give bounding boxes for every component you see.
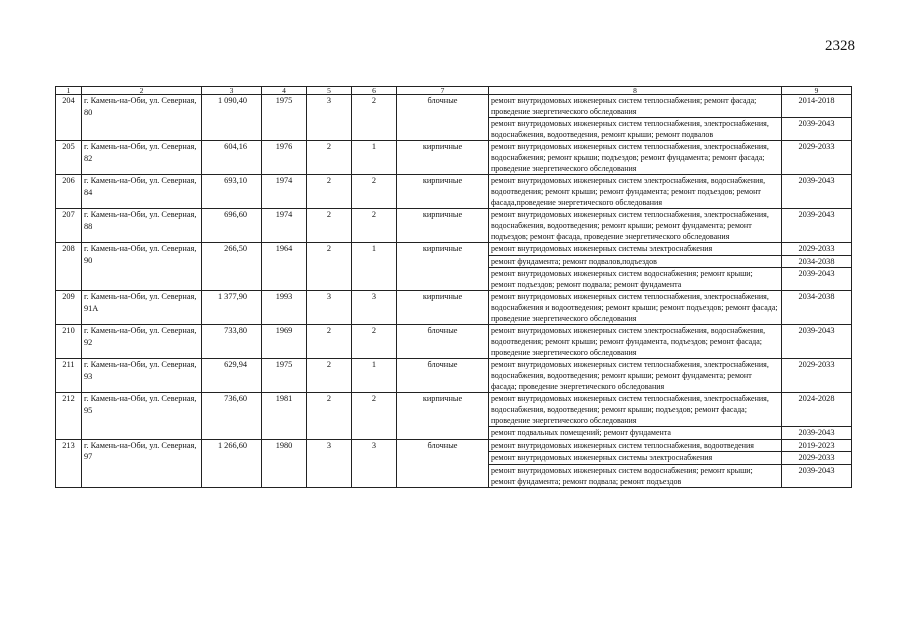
floors-cell: 2 [307, 141, 352, 175]
entrances-cell: 2 [352, 95, 397, 141]
address-cell: г. Камень-на-Оби, ул. Северная, 80 [82, 95, 202, 141]
entrances-cell: 2 [352, 209, 397, 243]
area-cell: 604,16 [202, 141, 262, 175]
entrances-cell: 1 [352, 243, 397, 291]
column-header: 7 [397, 87, 489, 95]
year-cell: 1969 [262, 325, 307, 359]
repair-period-cell: 2039-2043 [782, 268, 852, 291]
floors-cell: 3 [307, 95, 352, 141]
floors-cell: 3 [307, 291, 352, 325]
year-cell: 1993 [262, 291, 307, 325]
repair-period-cell: 2029-2033 [782, 243, 852, 256]
area-cell: 1 090,40 [202, 95, 262, 141]
entrances-cell: 2 [352, 325, 397, 359]
address-cell: г. Камень-на-Оби, ул. Северная, 90 [82, 243, 202, 291]
repair-works-cell: ремонт внутридомовых инженерных систем водоснабжения; ремонт крыши; ремонт подъездов; ремонт подвала; ремонт фундамента [489, 268, 782, 291]
column-header: 8 [489, 87, 782, 95]
table-row [56, 359, 852, 393]
repair-period-cell: 2034-2038 [782, 255, 852, 268]
address-cell: г. Камень-на-Оби, ул. Северная, 91А [82, 291, 202, 325]
repair-works-cell: ремонт фундамента; ремонт подвалов,подъездов [489, 255, 782, 268]
year-cell: 1974 [262, 209, 307, 243]
address-cell: г. Камень-на-Оби, ул. Северная, 92 [82, 325, 202, 359]
area-cell: 696,60 [202, 209, 262, 243]
column-header: 5 [307, 87, 352, 95]
repair-works-cell: ремонт внутридомовых инженерных систем электроснабжения, водоснабжения, водоотведения; ремонт крыши; ремонт фундамента; ремонт подъездов; ремонт фасада,проведение энергетического обследования [489, 175, 782, 209]
table-row [56, 175, 852, 209]
entrances-cell: 2 [352, 175, 397, 209]
repair-works-cell: ремонт внутридомовых инженерных системы электроснабжения [489, 243, 782, 256]
wall-material-cell: кирпичные [397, 393, 489, 440]
table-row [56, 393, 852, 427]
wall-material-cell: кирпичные [397, 291, 489, 325]
repair-works-cell: ремонт внутридомовых инженерных систем электроснабжения, водоснабжения, водоотведения; ремонт крыши; ремонт фундамента, подъездов; ремонт фасада; проведение энергетического обследования [489, 325, 782, 359]
year-cell: 1964 [262, 243, 307, 291]
column-header: 9 [782, 87, 852, 95]
repair-period-cell: 2039-2043 [782, 325, 852, 359]
wall-material-cell: блочные [397, 325, 489, 359]
row-number-cell: 207 [56, 209, 82, 243]
column-header: 4 [262, 87, 307, 95]
row-number-cell: 212 [56, 393, 82, 440]
row-number-cell: 208 [56, 243, 82, 291]
address-cell: г. Камень-на-Оби, ул. Северная, 82 [82, 141, 202, 175]
repair-works-cell: ремонт внутридомовых инженерных систем теплоснабжения, электроснабжения, водоснабжения, водоотведения; ремонт крыши; ремонт фундамента; ремонт фасада; проведение энергетического обследования [489, 359, 782, 393]
floors-cell: 2 [307, 393, 352, 440]
table-row [56, 141, 852, 175]
row-number-cell: 205 [56, 141, 82, 175]
repair-period-cell: 2024-2028 [782, 393, 852, 427]
repair-works-cell: ремонт внутридомовых инженерных систем теплоснабжения, водоотведения [489, 439, 782, 452]
repair-works-cell: ремонт внутридомовых инженерных систем теплоснабжения, электроснабжения, водоснабжения; ремонт крыши; подъездов; ремонт фундамента; ремонт фасада; проведение энергетического обследования [489, 141, 782, 175]
wall-material-cell: блочные [397, 359, 489, 393]
repair-works-cell: ремонт внутридомовых инженерных систем теплоснабжения; ремонт фасада; проведение энергетического обследования [489, 95, 782, 118]
row-number-cell: 204 [56, 95, 82, 141]
repair-period-cell: 2039-2043 [782, 464, 852, 487]
repair-period-cell: 2039-2043 [782, 118, 852, 141]
area-cell: 1 266,60 [202, 439, 262, 487]
repair-works-cell: ремонт внутридомовых инженерных систем теплоснабжения, электроснабжения, водоснабжения, водоотведения; ремонт крыши; подъездов; ремонт фасада; проведение энергетического обследования [489, 393, 782, 427]
area-cell: 693,10 [202, 175, 262, 209]
repair-works-cell: ремонт внутридомовых инженерных систем теплоснабжения, электроснабжения, водоснабжения, водоотведения; ремонт крыши; ремонт фундамента; ремонт подъездов; ремонт фасада, проведение энергетического обследования [489, 209, 782, 243]
address-cell: г. Камень-на-Оби, ул. Северная, 97 [82, 439, 202, 487]
area-cell: 1 377,90 [202, 291, 262, 325]
entrances-cell: 3 [352, 291, 397, 325]
wall-material-cell: кирпичные [397, 209, 489, 243]
repair-period-cell: 2039-2043 [782, 175, 852, 209]
area-cell: 266,50 [202, 243, 262, 291]
address-cell: г. Камень-на-Оби, ул. Северная, 95 [82, 393, 202, 440]
row-number-cell: 209 [56, 291, 82, 325]
table-row [56, 209, 852, 243]
area-cell: 736,60 [202, 393, 262, 440]
entrances-cell: 1 [352, 359, 397, 393]
column-number-row [56, 87, 852, 95]
year-cell: 1975 [262, 95, 307, 141]
table-body [56, 87, 852, 488]
address-cell: г. Камень-на-Оби, ул. Северная, 84 [82, 175, 202, 209]
repair-period-cell: 2029-2033 [782, 141, 852, 175]
year-cell: 1974 [262, 175, 307, 209]
column-header: 2 [82, 87, 202, 95]
entrances-cell: 2 [352, 393, 397, 440]
table-row [56, 325, 852, 359]
column-header: 6 [352, 87, 397, 95]
floors-cell: 3 [307, 439, 352, 487]
wall-material-cell: кирпичные [397, 243, 489, 291]
floors-cell: 2 [307, 359, 352, 393]
floors-cell: 2 [307, 175, 352, 209]
floors-cell: 2 [307, 209, 352, 243]
area-cell: 629,94 [202, 359, 262, 393]
page-number: 2328 [825, 38, 855, 54]
year-cell: 1980 [262, 439, 307, 487]
row-number-cell: 210 [56, 325, 82, 359]
address-cell: г. Камень-на-Оби, ул. Северная, 88 [82, 209, 202, 243]
table-row [56, 95, 852, 118]
floors-cell: 2 [307, 325, 352, 359]
repair-period-cell: 2029-2033 [782, 452, 852, 465]
column-header: 3 [202, 87, 262, 95]
entrances-cell: 1 [352, 141, 397, 175]
repair-works-cell: ремонт внутридомовых инженерных систем теплоснабжения, электроснабжения, водоснабжения и водоотведения; ремонт крыши; ремонт подъездов; ремонт фасада; проведение энергетического обследования [489, 291, 782, 325]
wall-material-cell: кирпичные [397, 175, 489, 209]
floors-cell: 2 [307, 243, 352, 291]
repair-works-cell: ремонт внутридомовых инженерных систем теплоснабжения, электроснабжения, водоснабжения, водоотведения, ремонт крыши; ремонт подвалов [489, 118, 782, 141]
housing-repair-table [55, 86, 852, 488]
repair-period-cell: 2039-2043 [782, 209, 852, 243]
year-cell: 1975 [262, 359, 307, 393]
row-number-cell: 206 [56, 175, 82, 209]
table-row [56, 243, 852, 256]
entrances-cell: 3 [352, 439, 397, 487]
repair-works-cell: ремонт подвальных помещений; ремонт фундамента [489, 427, 782, 440]
year-cell: 1981 [262, 393, 307, 440]
column-header: 1 [56, 87, 82, 95]
area-cell: 733,80 [202, 325, 262, 359]
wall-material-cell: блочные [397, 95, 489, 141]
repair-works-cell: ремонт внутридомовых инженерных системы электроснабжения [489, 452, 782, 465]
repair-period-cell: 2039-2043 [782, 427, 852, 440]
repair-period-cell: 2014-2018 [782, 95, 852, 118]
row-number-cell: 213 [56, 439, 82, 487]
row-number-cell: 211 [56, 359, 82, 393]
repair-period-cell: 2029-2033 [782, 359, 852, 393]
wall-material-cell: блочные [397, 439, 489, 487]
table-row [56, 291, 852, 325]
table-row [56, 439, 852, 452]
repair-period-cell: 2034-2038 [782, 291, 852, 325]
address-cell: г. Камень-на-Оби, ул. Северная, 93 [82, 359, 202, 393]
year-cell: 1976 [262, 141, 307, 175]
repair-works-cell: ремонт внутридомовых инженерных систем водоснабжения; ремонт крыши; ремонт фундамента; ремонт подвала; ремонт подъездов [489, 464, 782, 487]
repair-period-cell: 2019-2023 [782, 439, 852, 452]
wall-material-cell: кирпичные [397, 141, 489, 175]
